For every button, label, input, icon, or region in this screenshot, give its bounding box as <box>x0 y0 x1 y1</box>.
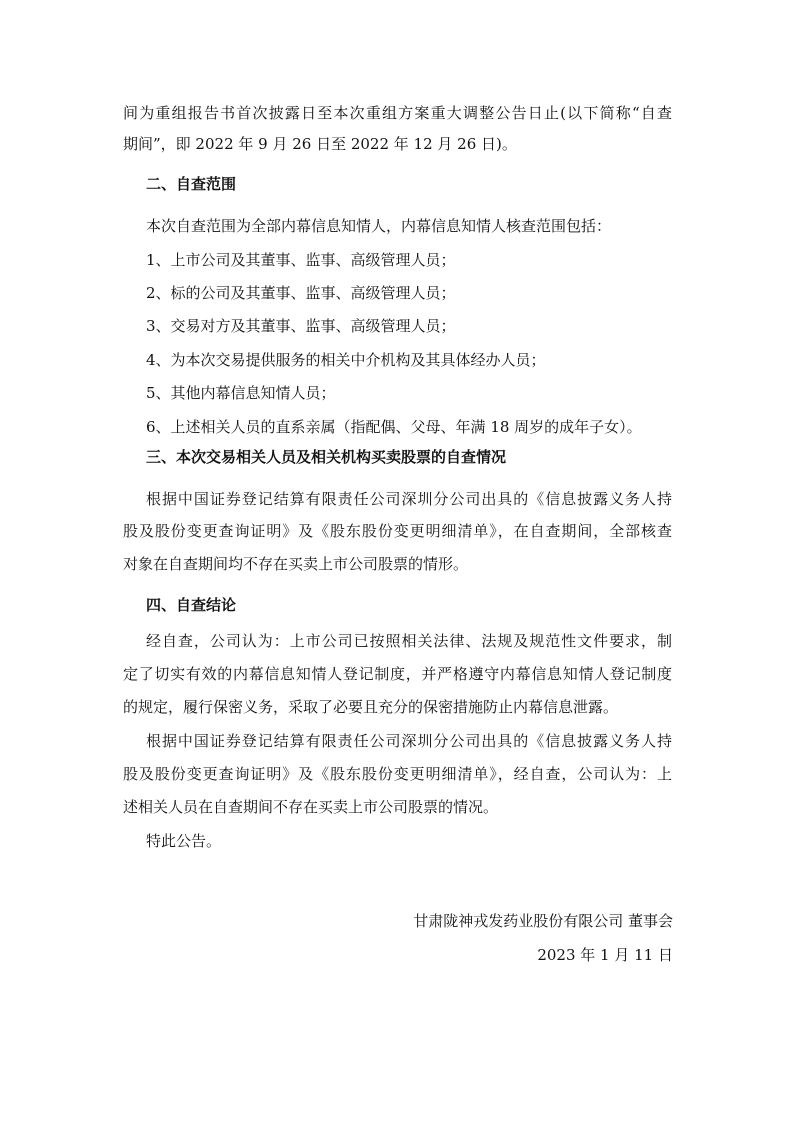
paragraph-line: 经自查，公司认为：上市公司已按照相关法律、法规及规范性文件要求，制 <box>146 632 672 650</box>
signature-company: 甘肃陇神戎发药业股份有限公司 董事会 <box>413 912 673 930</box>
paragraph-line: 定了切实有效的内幕信息知情人登记制度，并严格遵守内幕信息知情人登记制度 <box>123 665 672 683</box>
paragraph-line: 的规定，履行保密义务，采取了必要且充分的保密措施防止内幕信息泄露。 <box>123 698 619 716</box>
list-item: 1、上市公司及其董事、监事、高级管理人员； <box>146 251 456 269</box>
paragraph-line: 本次自查范围为全部内幕信息知情人，内幕信息知情人核查范围包括： <box>146 217 612 235</box>
intro-line: 间为重组报告书首次披露日至本次重组方案重大调整公告日止(以下简称“自查 <box>123 104 672 122</box>
list-item: 6、上述相关人员的直系亲属（指配偶、父母、年满 18 周岁的成年子女）。 <box>146 418 642 436</box>
closing-text: 特此公告。 <box>146 832 222 850</box>
section-heading: 二、自查范围 <box>146 175 237 193</box>
paragraph-line: 股及股份变更查询证明》及《股东股份变更明细清单》，经自查，公司认为：上 <box>123 765 672 783</box>
section-heading: 四、自查结论 <box>146 596 237 614</box>
intro-line: 期间”，即 2022 年 9 月 26 日至 2022 年 12 月 26 日)。 <box>123 135 517 153</box>
list-item: 4、为本次交易提供服务的相关中介机构及其具体经办人员； <box>146 351 546 369</box>
paragraph-line: 对象在自查期间均不存在买卖上市公司股票的情形。 <box>123 555 469 573</box>
list-item: 2、标的公司及其董事、监事、高级管理人员； <box>146 284 456 302</box>
paragraph-line: 根据中国证券登记结算有限责任公司深圳分公司出具的《信息披露义务人持 <box>146 490 672 508</box>
section-heading: 三、本次交易相关人员及相关机构买卖股票的自查情况 <box>146 448 507 466</box>
paragraph-line: 根据中国证券登记结算有限责任公司深圳分公司出具的《信息披露义务人持 <box>146 732 672 750</box>
list-item: 5、其他内幕信息知情人员； <box>146 384 336 402</box>
signature-date: 2023 年 1 月 11 日 <box>537 946 673 964</box>
list-item: 3、交易对方及其董事、监事、高级管理人员； <box>146 317 456 335</box>
paragraph-line: 述相关人员在自查期间不存在买卖上市公司股票的情况。 <box>123 798 499 816</box>
paragraph-line: 股及股份变更查询证明》及《股东股份变更明细清单》，在自查期间，全部核查 <box>123 522 672 540</box>
